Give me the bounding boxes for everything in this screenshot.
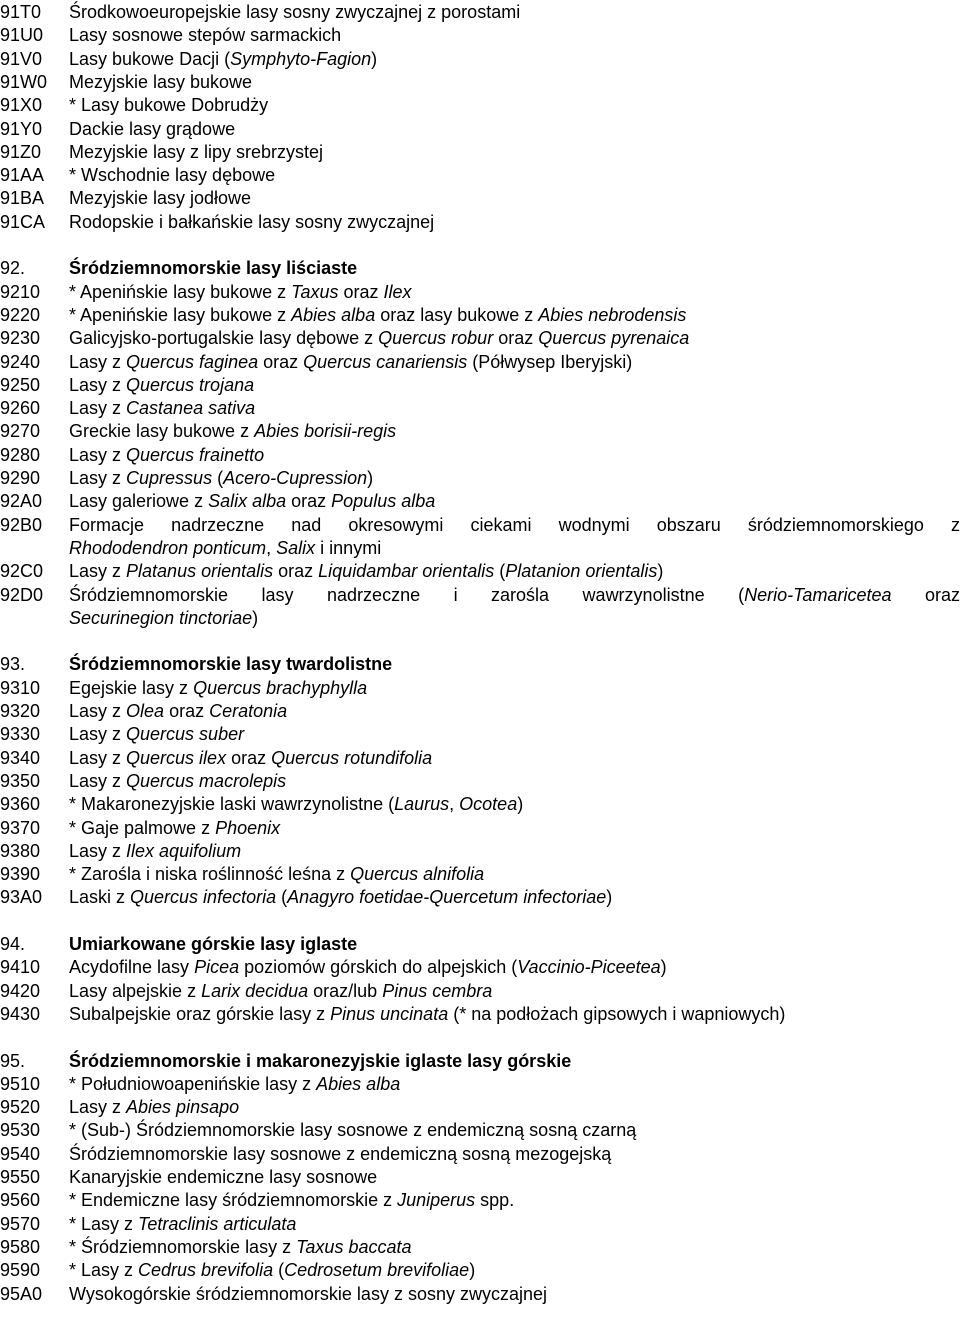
text-segment: Śródziemnomorskie lasy sosnowe z endemiczną sosną mezogejską bbox=[69, 1143, 612, 1164]
habitat-name bbox=[69, 1073, 400, 1096]
habitat-code: 9350 bbox=[0, 770, 41, 791]
text-segment: oraz/lub bbox=[308, 980, 383, 1001]
text-segment: Lasy z bbox=[69, 770, 127, 791]
habitat-name bbox=[69, 747, 432, 770]
list-item bbox=[0, 351, 960, 374]
habitat-name bbox=[69, 397, 255, 420]
habitat-name bbox=[69, 980, 492, 1003]
latin-name: Pinus cembra bbox=[382, 980, 493, 1001]
text-segment: , bbox=[266, 537, 277, 558]
section-title bbox=[69, 933, 357, 956]
list-item bbox=[0, 118, 960, 141]
list-item bbox=[0, 420, 960, 443]
habitat-name bbox=[69, 863, 484, 886]
habitat-code: 9220 bbox=[0, 304, 41, 325]
text-segment: * Lasy z bbox=[69, 1213, 139, 1234]
text-segment: Dackie lasy grądowe bbox=[69, 118, 236, 139]
list-item bbox=[0, 770, 960, 793]
latin-name: Larix decidua bbox=[201, 980, 309, 1001]
section-title bbox=[69, 1050, 571, 1073]
latin-name: Quercus ilex bbox=[126, 747, 227, 768]
list-item bbox=[0, 94, 960, 117]
list-item bbox=[0, 956, 960, 979]
text-segment: Lasy z bbox=[69, 840, 127, 861]
habitat-code: 9420 bbox=[0, 980, 41, 1001]
habitat-code: 9560 bbox=[0, 1190, 41, 1211]
habitat-code: 91AA bbox=[0, 165, 45, 186]
latin-name: Quercus rotundifolia bbox=[271, 747, 433, 768]
text-segment: Lasy z bbox=[69, 747, 127, 768]
habitat-code: 91X0 bbox=[0, 95, 43, 116]
text-segment: oraz bbox=[226, 747, 272, 768]
latin-name: Castanea sativa bbox=[126, 398, 256, 419]
habitat-name bbox=[69, 817, 280, 840]
habitat-name bbox=[69, 1259, 475, 1282]
latin-name: Platanion orientalis bbox=[505, 561, 658, 582]
latin-name: Nerio-Tamaricetea bbox=[744, 584, 892, 605]
list-item bbox=[0, 327, 960, 350]
latin-name: Quercus brachyphylla bbox=[193, 677, 368, 698]
text-segment: ( bbox=[494, 561, 506, 582]
list-item bbox=[0, 1259, 960, 1282]
text-segment: Lasy galeriowe z bbox=[69, 491, 209, 512]
habitat-code: 9530 bbox=[0, 1120, 41, 1141]
text-segment: oraz bbox=[164, 701, 210, 721]
text-segment: Acydofilne lasy bbox=[69, 957, 195, 978]
section-heading bbox=[0, 933, 960, 956]
habitat-code: 9430 bbox=[0, 1003, 41, 1024]
text-segment: ) bbox=[517, 794, 524, 815]
latin-name: Quercus alnifolia bbox=[350, 864, 485, 885]
list-item bbox=[0, 164, 960, 187]
habitat-code: 9340 bbox=[0, 747, 41, 768]
text-segment: ) bbox=[660, 957, 667, 978]
text-segment: oraz bbox=[286, 491, 332, 512]
latin-name: Acero-Cupression bbox=[223, 468, 368, 488]
habitat-code: 9310 bbox=[0, 677, 41, 698]
habitat-name bbox=[69, 514, 960, 537]
habitat-code: 91V0 bbox=[0, 48, 43, 69]
list-item bbox=[0, 980, 960, 1003]
list-item bbox=[0, 444, 960, 467]
text-segment: ) bbox=[371, 48, 378, 69]
latin-name: Quercus robur bbox=[378, 328, 494, 349]
list-item bbox=[0, 817, 960, 840]
text-segment: Lasy bukowe Dacji ( bbox=[69, 48, 231, 69]
text-segment: ( bbox=[273, 1260, 285, 1281]
text-segment: * Wschodnie lasy dębowe bbox=[69, 165, 276, 186]
habitat-name bbox=[69, 48, 377, 71]
text-segment: oraz bbox=[258, 351, 304, 372]
list-item bbox=[0, 397, 960, 420]
text-segment: Egejskie lasy z bbox=[69, 677, 194, 698]
text-segment: Mezyjskie lasy z lipy srebrzystej bbox=[69, 141, 324, 162]
list-item bbox=[0, 48, 960, 71]
list-item bbox=[0, 304, 960, 327]
habitat-code: 95. bbox=[0, 1050, 26, 1071]
latin-name: Tetraclinis articulata bbox=[138, 1213, 297, 1234]
habitat-name bbox=[69, 467, 373, 490]
text-segment: ( bbox=[276, 887, 288, 908]
habitat-code: 9370 bbox=[0, 817, 41, 838]
text-segment: ) bbox=[606, 887, 613, 908]
text-segment: Lasy z bbox=[69, 724, 127, 745]
habitat-name bbox=[69, 71, 252, 94]
habitat-code: 9250 bbox=[0, 374, 41, 395]
habitat-name bbox=[69, 723, 244, 746]
latin-name: Populus alba bbox=[331, 491, 436, 512]
habitat-name bbox=[69, 1283, 547, 1306]
list-item bbox=[0, 1213, 960, 1236]
text-segment: Lasy z bbox=[69, 351, 127, 372]
text-segment: Lasy z bbox=[69, 1097, 127, 1118]
text-segment: * Apenińskie lasy bukowe z bbox=[69, 281, 292, 302]
habitat-name bbox=[69, 281, 412, 304]
list-item bbox=[0, 514, 960, 537]
text-segment: Subalpejskie oraz górskie lasy z bbox=[69, 1003, 331, 1024]
habitat-code: 92A0 bbox=[0, 491, 43, 512]
latin-name: Taxus bbox=[291, 281, 339, 302]
latin-name: Quercus suber bbox=[126, 724, 245, 745]
list-item bbox=[0, 1073, 960, 1096]
habitat-code: 93A0 bbox=[0, 887, 43, 908]
text-segment: Mezyjskie lasy bukowe bbox=[69, 71, 253, 92]
text-segment: Kanaryjskie endemiczne lasy sosnowe bbox=[69, 1167, 378, 1187]
text-segment: Śródziemnomorskie lasy twardolistne bbox=[69, 654, 393, 675]
latin-name: Abies borisii-regis bbox=[254, 421, 397, 442]
text-segment: , bbox=[449, 794, 460, 815]
latin-name: Cedrosetum brevifoliae bbox=[284, 1260, 470, 1281]
list-item bbox=[0, 793, 960, 816]
habitat-code: 9550 bbox=[0, 1167, 41, 1187]
habitat-code: 91BA bbox=[0, 188, 45, 209]
list-item bbox=[0, 886, 960, 909]
habitat-code: 9590 bbox=[0, 1260, 41, 1281]
text-segment: ) bbox=[252, 607, 259, 628]
latin-name: Securinegion tinctoriae bbox=[69, 607, 253, 628]
text-segment: Mezyjskie lasy jodłowe bbox=[69, 188, 252, 209]
latin-name: Quercus frainetto bbox=[126, 444, 265, 465]
habitat-name bbox=[69, 1119, 636, 1142]
habitat-code: 9210 bbox=[0, 281, 41, 302]
latin-name: Abies alba bbox=[316, 1073, 401, 1094]
latin-name: Quercus canariensis bbox=[303, 351, 468, 372]
list-item bbox=[0, 560, 960, 583]
latin-name: Platanus orientalis bbox=[126, 561, 274, 582]
list-item bbox=[0, 211, 960, 234]
text-segment: Lasy z bbox=[69, 374, 127, 395]
habitat-code: 9410 bbox=[0, 957, 41, 978]
habitat-name bbox=[69, 94, 268, 117]
habitat-code: 9330 bbox=[0, 724, 41, 745]
habitat-name bbox=[69, 607, 258, 630]
habitat-code: 92C0 bbox=[0, 561, 44, 582]
text-segment: oraz bbox=[891, 584, 960, 605]
latin-name: Cedrus brevifolia bbox=[138, 1260, 274, 1281]
habitat-name bbox=[69, 770, 286, 793]
text-segment: Galicyjsko-portugalskie lasy dębowe z bbox=[69, 328, 379, 349]
latin-name: Ceratonia bbox=[209, 701, 288, 721]
text-segment: * Lasy bukowe Dobrudży bbox=[69, 95, 269, 116]
list-item bbox=[0, 490, 960, 513]
habitat-code: 9520 bbox=[0, 1097, 41, 1118]
text-segment: Środkowoeuropejskie lasy sosny zwyczajnej z porostami bbox=[69, 2, 521, 22]
latin-name: Phoenix bbox=[215, 817, 281, 838]
text-segment: Greckie lasy bukowe z bbox=[69, 421, 255, 442]
section-heading bbox=[0, 257, 960, 280]
list-item bbox=[0, 71, 960, 94]
habitat-name bbox=[69, 1213, 296, 1236]
habitat-code: 9230 bbox=[0, 328, 41, 349]
text-segment: ) bbox=[367, 468, 374, 488]
habitat-name bbox=[69, 584, 960, 607]
text-segment: ( bbox=[212, 468, 224, 488]
list-item bbox=[0, 1119, 960, 1142]
habitat-name bbox=[69, 351, 632, 374]
habitat-code: 9570 bbox=[0, 1213, 41, 1234]
text-segment: (* na podłożach gipsowych i wapniowych) bbox=[448, 1003, 786, 1024]
habitat-name bbox=[69, 1096, 239, 1119]
habitat-name bbox=[69, 1189, 514, 1212]
list-item bbox=[0, 187, 960, 210]
habitat-code: 9380 bbox=[0, 840, 41, 861]
text-segment: Lasy z bbox=[69, 398, 127, 419]
habitat-name bbox=[69, 444, 264, 467]
latin-name: Liquidambar orientalis bbox=[318, 561, 495, 582]
habitat-code: 9280 bbox=[0, 444, 41, 465]
habitat-name bbox=[69, 956, 667, 979]
latin-name: Quercus faginea bbox=[126, 351, 259, 372]
list-item bbox=[0, 1096, 960, 1119]
habitat-name bbox=[69, 327, 689, 350]
text-segment: Lasy z bbox=[69, 701, 127, 721]
list-item bbox=[0, 1283, 960, 1306]
habitat-name bbox=[69, 304, 686, 327]
latin-name: Abies pinsapo bbox=[126, 1097, 240, 1118]
text-segment: Lasy sosnowe stepów sarmackich bbox=[69, 25, 342, 46]
habitat-name bbox=[69, 490, 435, 513]
latin-name: Cupressus bbox=[126, 468, 213, 488]
latin-name: Ilex bbox=[383, 281, 412, 302]
text-segment: Śródziemnomorskie lasy nadrzeczne i zarośla wawrzynolistne ( bbox=[69, 584, 745, 605]
latin-name: Ocotea bbox=[459, 794, 518, 815]
text-segment: * Makaronezyjskie laski wawrzynolistne ( bbox=[69, 794, 395, 815]
habitat-name bbox=[69, 840, 241, 863]
habitat-code: 91Y0 bbox=[0, 118, 43, 139]
habitat-name bbox=[69, 1, 520, 24]
list-item bbox=[0, 1143, 960, 1166]
habitat-code: 9580 bbox=[0, 1236, 41, 1257]
habitat-name bbox=[69, 1166, 377, 1189]
section-title bbox=[69, 653, 392, 676]
text-segment: Lasy z bbox=[69, 444, 127, 465]
latin-name: Quercus pyrenaica bbox=[538, 328, 690, 349]
habitat-code: 93. bbox=[0, 654, 26, 675]
list-item bbox=[0, 863, 960, 886]
section-heading bbox=[0, 653, 960, 676]
latin-name: Taxus baccata bbox=[296, 1236, 412, 1257]
habitat-code: 9270 bbox=[0, 421, 41, 442]
habitat-code: 9540 bbox=[0, 1143, 41, 1164]
habitat-code: 9360 bbox=[0, 794, 41, 815]
list-item bbox=[0, 584, 960, 607]
habitat-name bbox=[69, 677, 367, 700]
habitat-code: 9510 bbox=[0, 1073, 41, 1094]
text-segment: spp. bbox=[475, 1190, 515, 1211]
latin-name: Laurus bbox=[394, 794, 450, 815]
list-item bbox=[0, 374, 960, 397]
habitat-name bbox=[69, 374, 254, 397]
habitat-code: 91U0 bbox=[0, 25, 44, 46]
latin-name: Anagyro foetidae-Quercetum infectoriae bbox=[287, 887, 607, 908]
text-segment: * Endemiczne lasy śródziemnomorskie z bbox=[69, 1190, 398, 1211]
text-segment: oraz lasy bukowe z bbox=[375, 304, 539, 325]
text-segment: * Śródziemnomorskie lasy z bbox=[69, 1236, 297, 1257]
latin-name: Symphyto-Fagion bbox=[230, 48, 372, 69]
text-segment: oraz bbox=[273, 561, 319, 582]
text-segment: Wysokogórskie śródziemnomorskie lasy z sosny zwyczajnej bbox=[69, 1283, 547, 1304]
habitat-name bbox=[69, 24, 341, 47]
habitat-name bbox=[69, 700, 287, 723]
habitat-name bbox=[69, 420, 396, 443]
list-item bbox=[0, 677, 960, 700]
habitat-name bbox=[69, 211, 434, 234]
text-segment: (Półwysep Iberyjski) bbox=[467, 351, 633, 372]
text-segment: Lasy alpejskie z bbox=[69, 980, 202, 1001]
text-segment: * Zarośla i niska roślinność leśna z bbox=[69, 864, 351, 885]
habitat-code: 9320 bbox=[0, 701, 41, 721]
habitat-name bbox=[69, 1003, 785, 1026]
text-segment: ) bbox=[657, 561, 664, 582]
text-segment: Formacje nadrzeczne nad okresowymi ciekami wodnymi obszaru śródziemnomorskiego z bbox=[69, 514, 960, 535]
habitat-code: 91W0 bbox=[0, 71, 48, 92]
habitat-name bbox=[69, 1236, 412, 1259]
list-item bbox=[0, 467, 960, 490]
habitat-name bbox=[69, 187, 251, 210]
habitat-code: 95A0 bbox=[0, 1283, 43, 1304]
text-segment: ) bbox=[469, 1260, 476, 1281]
habitat-code: 91T0 bbox=[0, 2, 42, 22]
text-segment: oraz bbox=[493, 328, 539, 349]
text-segment: Lasy z bbox=[69, 561, 127, 582]
habitat-name bbox=[69, 1143, 611, 1166]
habitat-code: 9290 bbox=[0, 468, 41, 488]
latin-name: Picea bbox=[194, 957, 240, 978]
text-segment: Rodopskie i bałkańskie lasy sosny zwyczajnej bbox=[69, 211, 435, 232]
list-item bbox=[0, 840, 960, 863]
text-segment: Laski z bbox=[69, 887, 131, 908]
list-item bbox=[0, 281, 960, 304]
habitat-code: 9260 bbox=[0, 398, 41, 419]
list-item bbox=[0, 1189, 960, 1212]
habitat-name bbox=[69, 886, 612, 909]
text-segment: * Lasy z bbox=[69, 1260, 139, 1281]
latin-name: Salix bbox=[276, 537, 316, 558]
list-item bbox=[0, 537, 960, 560]
habitat-code: 91Z0 bbox=[0, 141, 42, 162]
habitat-code: 94. bbox=[0, 934, 26, 954]
text-segment: Lasy z bbox=[69, 468, 127, 488]
list-item bbox=[0, 700, 960, 723]
list-item bbox=[0, 1236, 960, 1259]
habitat-code: 92B0 bbox=[0, 514, 43, 535]
list-item bbox=[0, 1003, 960, 1026]
latin-name: Salix alba bbox=[208, 491, 287, 512]
latin-name: Vaccinio-Piceetea bbox=[517, 957, 661, 978]
text-segment: * Apenińskie lasy bukowe z bbox=[69, 304, 292, 325]
habitat-code: 92. bbox=[0, 258, 26, 279]
habitat-name bbox=[69, 141, 323, 164]
text-segment: Śródziemnomorskie i makaronezyjskie iglaste lasy górskie bbox=[69, 1050, 572, 1071]
habitat-name bbox=[69, 793, 523, 816]
text-segment: oraz bbox=[338, 281, 384, 302]
list-item bbox=[0, 24, 960, 47]
habitat-code: 9390 bbox=[0, 864, 41, 885]
list-item bbox=[0, 141, 960, 164]
list-item bbox=[0, 747, 960, 770]
latin-name: Quercus infectoria bbox=[130, 887, 277, 908]
list-item bbox=[0, 607, 960, 630]
text-segment: i innymi bbox=[315, 537, 382, 558]
latin-name: Pinus uncinata bbox=[330, 1003, 449, 1024]
text-segment: * (Sub-) Śródziemnomorskie lasy sosnowe z endemiczną sosną czarną bbox=[69, 1120, 637, 1141]
text-segment: poziomów górskich do alpejskich ( bbox=[239, 957, 518, 978]
text-segment: Śródziemnomorskie lasy liściaste bbox=[69, 258, 358, 279]
latin-name: Juniperus bbox=[397, 1190, 476, 1211]
latin-name: Abies alba bbox=[291, 304, 376, 325]
text-segment: * Gaje palmowe z bbox=[69, 817, 216, 838]
habitat-name bbox=[69, 537, 381, 560]
habitat-name bbox=[69, 560, 663, 583]
text-segment: * Południowoapenińskie lasy z bbox=[69, 1073, 317, 1094]
section-title bbox=[69, 257, 357, 280]
list-item bbox=[0, 1, 960, 24]
latin-name: Olea bbox=[126, 701, 165, 721]
latin-name: Quercus trojana bbox=[126, 374, 255, 395]
habitat-code: 92D0 bbox=[0, 584, 44, 605]
text-segment: Umiarkowane górskie lasy iglaste bbox=[69, 934, 358, 954]
list-item bbox=[0, 723, 960, 746]
latin-name: Quercus macrolepis bbox=[126, 770, 287, 791]
habitat-name bbox=[69, 164, 275, 187]
habitat-code: 9240 bbox=[0, 351, 41, 372]
habitat-name bbox=[69, 118, 235, 141]
latin-name: Ilex aquifolium bbox=[126, 840, 242, 861]
latin-name: Rhododendron ponticum bbox=[69, 537, 267, 558]
latin-name: Abies nebrodensis bbox=[538, 304, 687, 325]
list-item bbox=[0, 1166, 960, 1189]
section-heading bbox=[0, 1050, 960, 1073]
habitat-code: 91CA bbox=[0, 211, 46, 232]
